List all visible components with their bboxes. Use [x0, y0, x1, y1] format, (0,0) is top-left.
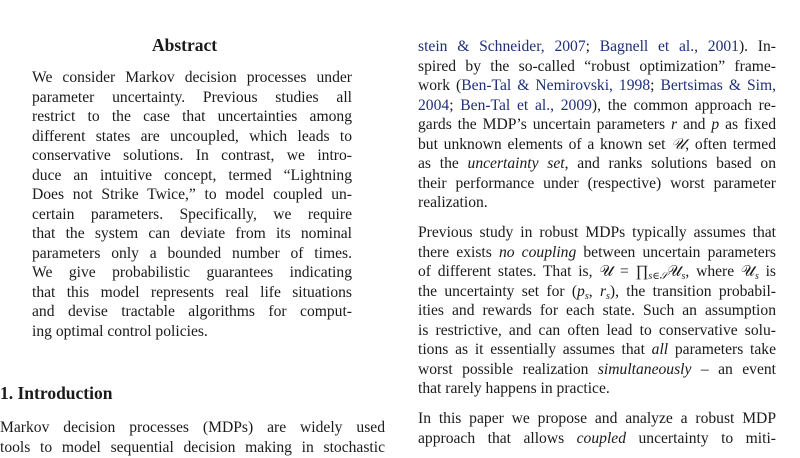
text-span: as the: [418, 155, 468, 172]
text-span: tions as it essentially assumes that: [418, 341, 652, 358]
introduction-heading: 1. Introduction: [0, 383, 113, 403]
text-span: simultaneously: [597, 360, 692, 378]
text-span: spired by the so-called “robust optimization” frame-: [418, 57, 776, 75]
text-span: s∈𝒮: [648, 271, 668, 282]
text-line: [32, 146, 352, 166]
citation-link[interactable]: Bagnell et al., 2001: [599, 38, 739, 55]
text-span: conservative solutions. In contrast, we intro-: [32, 147, 352, 164]
text-span: as fixed: [719, 116, 777, 133]
text-span: , where 𝒰: [685, 263, 755, 280]
text-span: ities and rewards for each state. Such an assumption: [418, 302, 776, 319]
text-line: [418, 301, 776, 321]
text-span: there exists: [418, 243, 499, 261]
text-span: ). In-: [738, 38, 776, 55]
text-span: gards the MDP’s uncertain parameters: [418, 116, 671, 133]
text-line: [32, 244, 352, 264]
text-line: [418, 37, 776, 57]
text-span: ;: [449, 96, 461, 114]
text-span: approach that allows: [418, 429, 577, 447]
text-span: all: [651, 341, 669, 358]
text-span: 𝒰: [671, 135, 686, 153]
text-line: [418, 409, 776, 429]
text-span: We give probabilistic guarantees indicating: [32, 264, 352, 281]
text-span: worst possible realization: [418, 360, 598, 378]
text-span: ;: [585, 38, 600, 55]
text-span: is: [758, 263, 777, 280]
text-line: [32, 107, 352, 127]
text-line: [418, 429, 776, 449]
text-line: [32, 283, 352, 303]
text-span: no coupling: [498, 243, 577, 261]
text-span: that the system can deviate from its nominal: [32, 225, 352, 242]
text-span: p: [577, 282, 585, 300]
text-line: [32, 166, 352, 186]
text-line: [32, 185, 352, 205]
text-span: that rarely happens in practice.: [418, 380, 610, 397]
text-span: and devise tractable algorithms for comput-: [32, 303, 352, 320]
text-span: Does not Strike Twice,” to model coupled un-: [32, 186, 352, 203]
text-line: [418, 321, 776, 341]
text-line: [418, 243, 776, 263]
text-span: Previous study in robust MDPs typically assumes that: [418, 224, 776, 241]
text-line: [418, 223, 776, 243]
citation-link[interactable]: Ben-Tal et al., 2009: [460, 96, 592, 114]
citation-link[interactable]: stein & Schneider, 2007: [418, 38, 586, 55]
text-span: In this paper we propose and analyze a robust MDP: [418, 410, 776, 427]
text-line: [418, 360, 776, 380]
text-span: the uncertainty set for (: [418, 282, 578, 300]
text-line: [418, 193, 776, 213]
text-span: tools to model sequential decision making in stochastic: [0, 438, 385, 456]
text-span: ing optimal control policies.: [32, 322, 208, 340]
text-line: [32, 322, 352, 342]
citation-link[interactable]: 2004: [418, 96, 450, 114]
text-line: [418, 262, 776, 282]
text-span: s: [606, 290, 610, 302]
text-line: [32, 224, 352, 244]
text-span: ;: [650, 77, 661, 94]
text-span: parameter uncertainty. Previous studies all: [32, 88, 352, 106]
text-span: but unknown elements of a known set: [418, 135, 672, 153]
text-span: r: [670, 116, 678, 133]
text-span: that this model represents real life situations: [32, 283, 352, 301]
text-line: [418, 96, 776, 116]
citation-link[interactable]: Bertsimas & Sim,: [660, 77, 777, 94]
text-line: [32, 127, 352, 147]
text-span: r: [599, 282, 607, 300]
text-span: is restrictive, and can often lead to conservative solu-: [418, 321, 776, 339]
text-span: ,: [588, 282, 600, 300]
text-line: [0, 418, 385, 438]
abstract-title: Abstract: [152, 35, 218, 55]
text-line: [32, 263, 352, 283]
text-line: [32, 68, 352, 88]
text-span: – an event: [691, 360, 776, 378]
text-span: parameters only a bounded number of times.: [32, 244, 352, 262]
text-line: [0, 438, 385, 458]
text-line: [32, 302, 352, 322]
text-line: [418, 76, 776, 96]
citation-link[interactable]: Ben-Tal & Nemirovski, 1998: [461, 77, 651, 94]
text-span: We consider Markov decision processes under: [32, 69, 352, 86]
text-span: s: [584, 290, 589, 302]
text-span: their performance under (respective) worst parameter: [418, 174, 776, 192]
text-line: [418, 115, 776, 135]
text-span: ), the transition probabil-: [609, 282, 776, 300]
text-line: [418, 282, 776, 302]
text-span: ), the common approach re-: [591, 96, 776, 114]
text-span: p: [711, 116, 720, 133]
text-line: [418, 174, 776, 194]
text-line: [32, 88, 352, 108]
text-span: s: [754, 271, 759, 282]
text-span: uncertainty set: [467, 155, 565, 172]
text-line: [418, 379, 776, 399]
text-span: restrict to the case that uncertainties among: [32, 108, 352, 125]
text-span: work (: [418, 77, 462, 94]
text-span: uncertainty to miti-: [626, 429, 776, 447]
text-line: [418, 57, 776, 77]
text-line: [418, 340, 776, 360]
text-span: 𝒰: [667, 263, 682, 280]
text-span: and: [677, 116, 712, 133]
text-span: different states are uncoupled, which leads to: [32, 127, 352, 145]
text-line: [418, 135, 776, 155]
text-span: between uncertain parameters: [576, 243, 776, 261]
text-span: Markov decision processes (MDPs) are widely used: [0, 419, 385, 436]
text-span: of different states. That is, 𝒰 = ∏: [418, 263, 649, 280]
text-span: s: [681, 271, 686, 282]
text-span: , and ranks solutions based on: [564, 155, 776, 172]
text-span: duce an intuitive concept, termed “Lightning: [32, 166, 352, 184]
text-span: parameters take: [668, 341, 776, 358]
text-span: realization.: [418, 194, 488, 211]
text-span: , often termed: [685, 135, 776, 153]
text-span: certain parameters. Specifically, we require: [32, 205, 352, 223]
text-line: [418, 154, 776, 174]
text-span: coupled: [576, 429, 627, 447]
text-line: [32, 205, 352, 225]
